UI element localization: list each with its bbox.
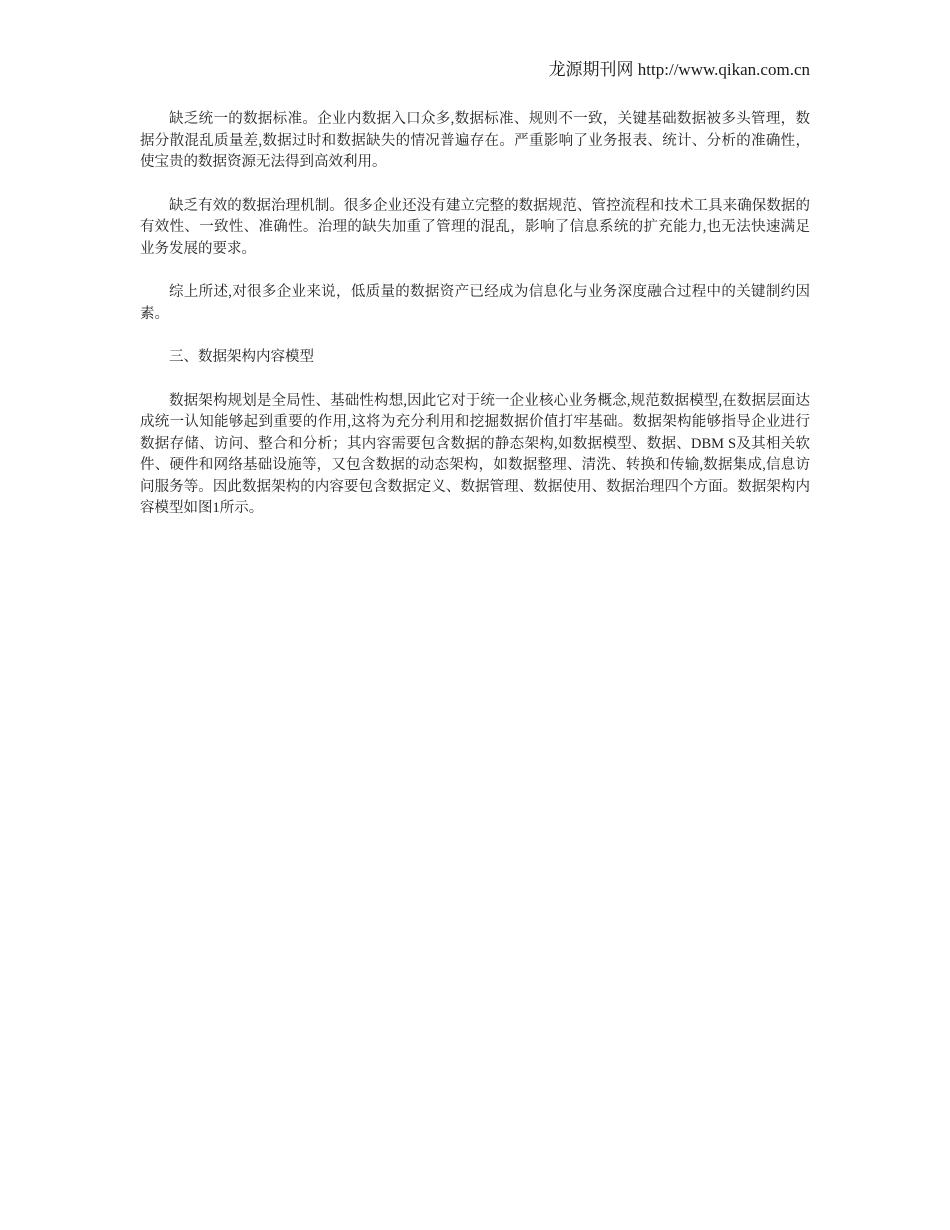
paragraph-data-standards: 缺乏统一的数据标准。企业内数据入口众多,数据标准、规则不一致，关键基础数据被多头管理，数据分散混乱质量差,数据过时和数据缺失的情况普遍存在。严重影响了业务报表、统计、分析的准确性，使宝贵的数据资源无法得到高效利用。 <box>140 111 810 170</box>
paragraph-summary: 综上所述,对很多企业来说，低质量的数据资产已经成为信息化与业务深度融合过程中的关键制约因素。 <box>140 284 810 322</box>
paragraph-architecture-model: 数据架构规划是全局性、基础性构想,因此它对于统一企业核心业务概念,规范数据模型,在数据层面达成统一认知能够起到重要的作用,这将为充分利用和挖掘数据价值打牢基础。数据架构能够指导企业进行数据存储、访问、整合和分析；其内容需要包含数据的静态架构,如数据模型、数据、DBM S及其相关软件、硬件和网络基础设施等，又包含数据的动态架构，如数据整理、清洗、转换和传输,数据集成,信息访问服务等。因此数据架构的内容要包含数据定义、数据管理、数据使用、数据治理四个方面。数据架构内容模型如图1所示。 <box>140 392 810 516</box>
page-header-site: 龙源期刊网 http://www.qikan.com.cn <box>548 60 810 79</box>
section-heading: 三、数据架构内容模型 <box>169 349 314 365</box>
article-body <box>140 109 810 542</box>
paragraph-governance-mechanism: 缺乏有效的数据治理机制。很多企业还没有建立完整的数据规范、管控流程和技术工具来确保数据的有效性、一致性、准确性。治理的缺失加重了管理的混乱，影响了信息系统的扩充能力,也无法快速满足业务发展的要求。 <box>140 197 810 257</box>
